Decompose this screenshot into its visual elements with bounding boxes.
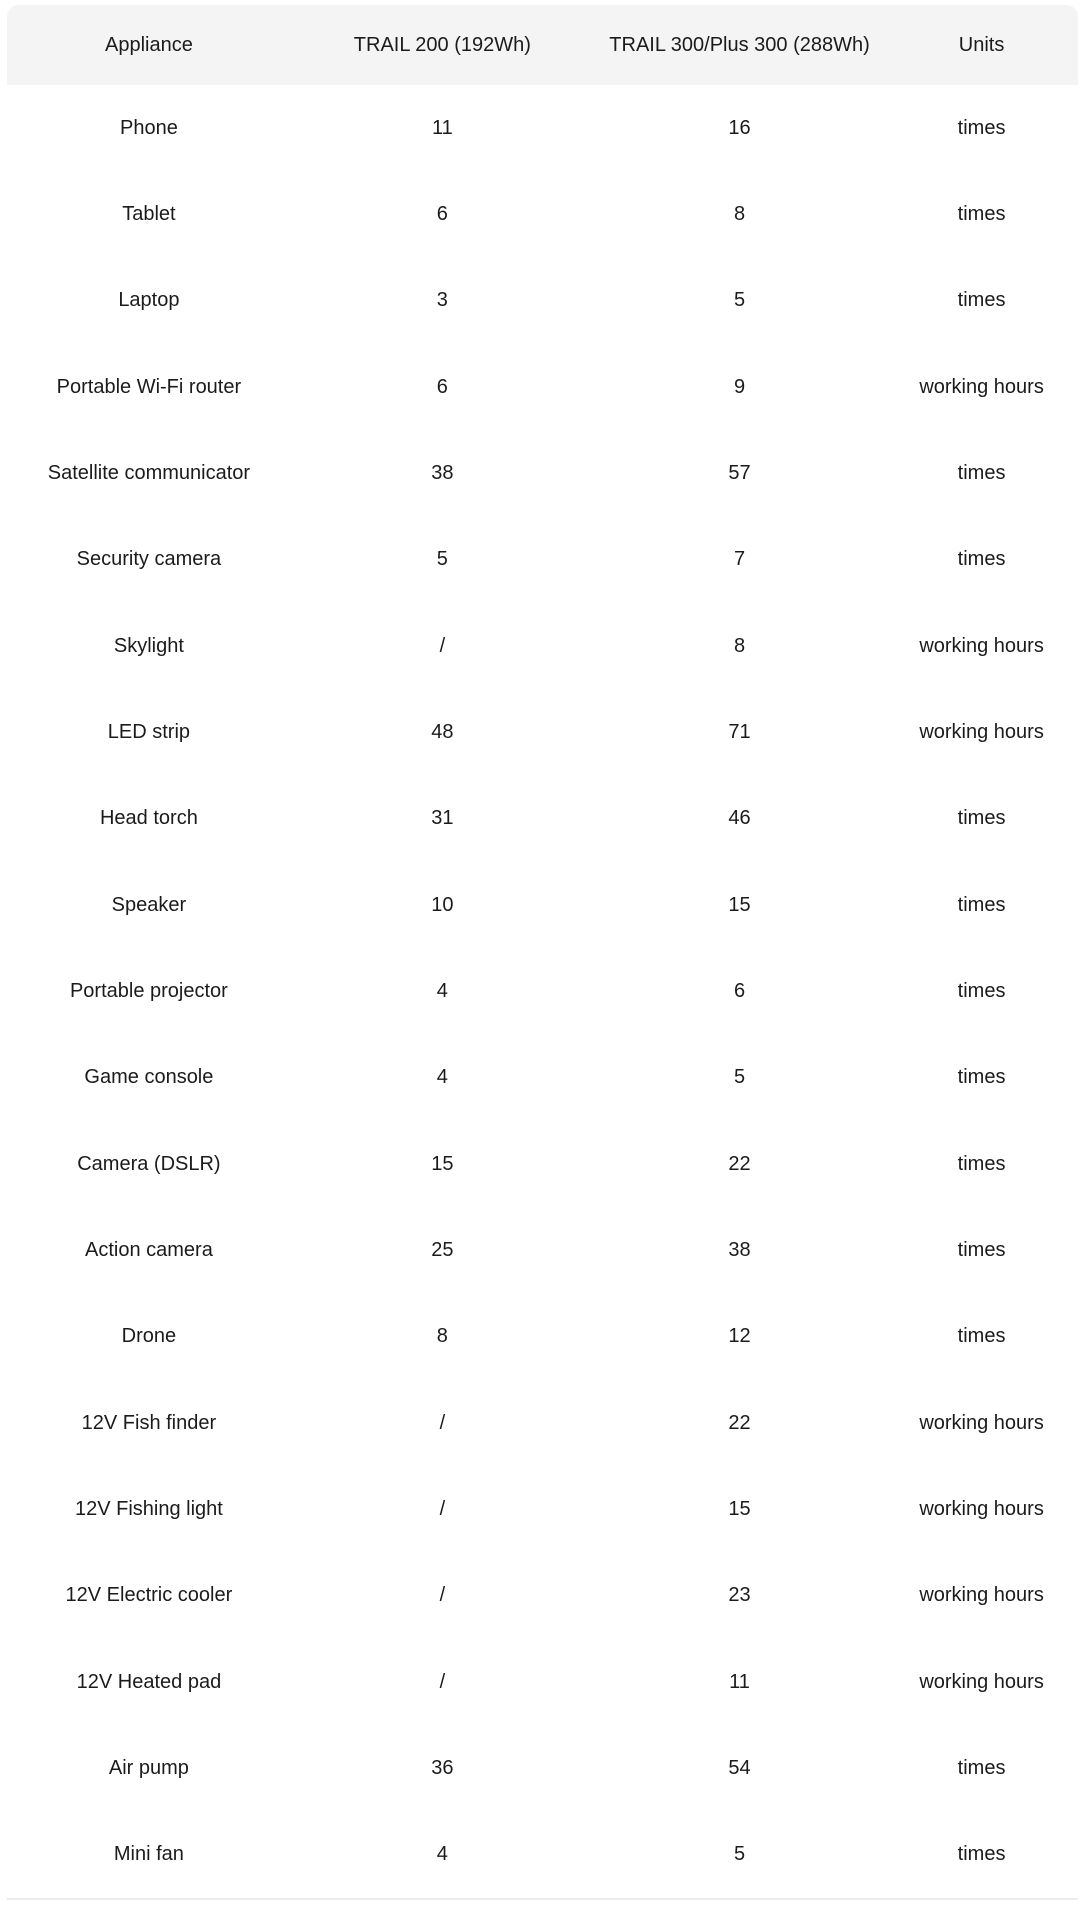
table-row (7, 948, 1078, 1034)
trail-300-value-cell: 38 (728, 1238, 751, 1261)
appliance-cell: 12V Fish finder (81, 1411, 217, 1434)
header-cell-trail-200: TRAIL 200 (192Wh) (353, 33, 531, 56)
table-row (7, 430, 1078, 516)
table-row (7, 1812, 1078, 1898)
trail-300-value-cell: 71 (728, 720, 751, 743)
table-row (7, 1207, 1078, 1293)
table-row (7, 1725, 1078, 1811)
table-row (7, 517, 1078, 603)
units-cell: working hours (919, 375, 1044, 398)
trail-300-value-cell: 57 (728, 461, 751, 484)
appliance-cell: Portable projector (69, 979, 228, 1002)
trail-200-value-cell: 10 (431, 893, 454, 916)
appliance-cell: LED strip (107, 720, 191, 743)
header-cell-trail-300: TRAIL 300/Plus 300 (288Wh) (609, 33, 870, 56)
trail-300-value-cell: 11 (729, 1670, 750, 1693)
units-cell: times (957, 548, 1006, 571)
appliance-cell: 12V Electric cooler (65, 1584, 233, 1607)
trail-300-value-cell: 8 (733, 202, 746, 225)
appliance-cell: Head torch (99, 807, 198, 830)
trail-200-value-cell: 8 (436, 1325, 448, 1348)
units-cell: times (957, 979, 1006, 1002)
units-cell: times (957, 1756, 1006, 1779)
trail-300-value-cell: 12 (728, 1325, 751, 1348)
trail-300-value-cell: 5 (733, 1843, 746, 1866)
table-row (7, 344, 1078, 430)
trail-300-value-cell: 5 (733, 1066, 746, 1089)
appliance-cell: Phone (119, 116, 178, 139)
trail-200-value-cell: 4 (436, 1066, 448, 1089)
trail-300-value-cell: 16 (728, 116, 751, 139)
trail-300-value-cell: 15 (728, 1497, 751, 1520)
trail-300-value-cell: 5 (733, 289, 746, 312)
units-cell: times (957, 1325, 1006, 1348)
units-cell: working hours (919, 1584, 1044, 1607)
header-cell-appliance: Appliance (104, 33, 193, 56)
table-row (7, 85, 1078, 171)
trail-200-value-cell: / (439, 1584, 446, 1607)
table-row (7, 171, 1078, 257)
trail-300-value-cell: 7 (733, 548, 746, 571)
trail-200-value-cell: 36 (431, 1756, 454, 1779)
table-row (7, 1639, 1078, 1725)
trail-200-value-cell: / (439, 1497, 446, 1520)
trail-300-value-cell: 9 (733, 375, 746, 398)
table-row (7, 1466, 1078, 1552)
table-row (7, 689, 1078, 775)
units-cell: times (957, 289, 1006, 312)
trail-200-value-cell: 4 (436, 979, 448, 1002)
units-cell: times (957, 1238, 1006, 1261)
units-cell: times (957, 1152, 1006, 1175)
table-row (7, 1121, 1078, 1207)
appliance-cell: Laptop (118, 289, 180, 312)
units-cell: times (957, 807, 1006, 830)
units-cell: times (957, 202, 1006, 225)
appliance-cell: Tablet (122, 202, 176, 225)
appliance-cell: Satellite communicator (47, 461, 251, 484)
appliance-cell: Portable Wi-Fi router (56, 375, 242, 398)
units-cell: times (957, 1843, 1006, 1866)
trail-300-value-cell: 54 (728, 1756, 751, 1779)
table-row (7, 1035, 1078, 1121)
appliance-cell: 12V Fishing light (74, 1497, 223, 1520)
units-cell: times (957, 116, 1006, 139)
appliance-cell: Speaker (111, 893, 187, 916)
table-row (7, 776, 1078, 862)
trail-200-value-cell: / (439, 634, 446, 657)
trail-200-value-cell: 48 (431, 720, 454, 743)
table-row (7, 862, 1078, 948)
trail-200-value-cell: / (439, 1411, 446, 1434)
table-row (7, 258, 1078, 344)
appliance-cell: Game console (84, 1066, 214, 1089)
trail-300-value-cell: 15 (728, 893, 751, 916)
appliance-cell: Action camera (84, 1238, 213, 1261)
table-body (7, 85, 1078, 1900)
trail-200-value-cell: 38 (431, 461, 454, 484)
table-row (7, 1294, 1078, 1380)
trail-200-value-cell: 6 (436, 202, 448, 225)
appliance-cell: Skylight (113, 634, 184, 657)
header-cell-units: Units (958, 33, 1005, 56)
trail-300-value-cell: 23 (728, 1584, 751, 1607)
appliance-cell: Camera (DSLR) (77, 1152, 221, 1175)
table-row (7, 603, 1078, 689)
table-row (7, 1553, 1078, 1639)
trail-200-value-cell: 4 (436, 1843, 448, 1866)
appliance-cell: 12V Heated pad (76, 1670, 222, 1693)
trail-300-value-cell: 22 (728, 1152, 751, 1175)
trail-300-value-cell: 46 (728, 807, 751, 830)
units-cell: working hours (919, 634, 1044, 657)
trail-200-value-cell: 5 (436, 548, 448, 571)
trail-300-value-cell: 8 (733, 634, 746, 657)
appliance-cell: Security camera (76, 548, 222, 571)
trail-300-value-cell: 22 (728, 1411, 751, 1434)
trail-200-value-cell: 3 (436, 289, 448, 312)
table-header-row (7, 5, 1078, 85)
appliance-recharge-table (7, 5, 1078, 1900)
trail-300-value-cell: 6 (733, 979, 746, 1002)
units-cell: working hours (919, 1497, 1044, 1520)
trail-200-value-cell: 15 (431, 1152, 454, 1175)
trail-200-value-cell: 31 (431, 807, 454, 830)
units-cell: working hours (919, 720, 1044, 743)
trail-200-value-cell: 25 (431, 1238, 454, 1261)
appliance-cell: Drone (121, 1325, 177, 1348)
units-cell: times (957, 1066, 1006, 1089)
trail-200-value-cell: / (439, 1670, 446, 1693)
table-row (7, 1380, 1078, 1466)
appliance-cell: Mini fan (113, 1843, 184, 1866)
units-cell: times (957, 461, 1006, 484)
units-cell: working hours (919, 1670, 1044, 1693)
units-cell: times (957, 893, 1006, 916)
units-cell: working hours (919, 1411, 1044, 1434)
trail-200-value-cell: 11 (431, 116, 453, 139)
appliance-cell: Air pump (108, 1756, 189, 1779)
trail-200-value-cell: 6 (436, 375, 448, 398)
